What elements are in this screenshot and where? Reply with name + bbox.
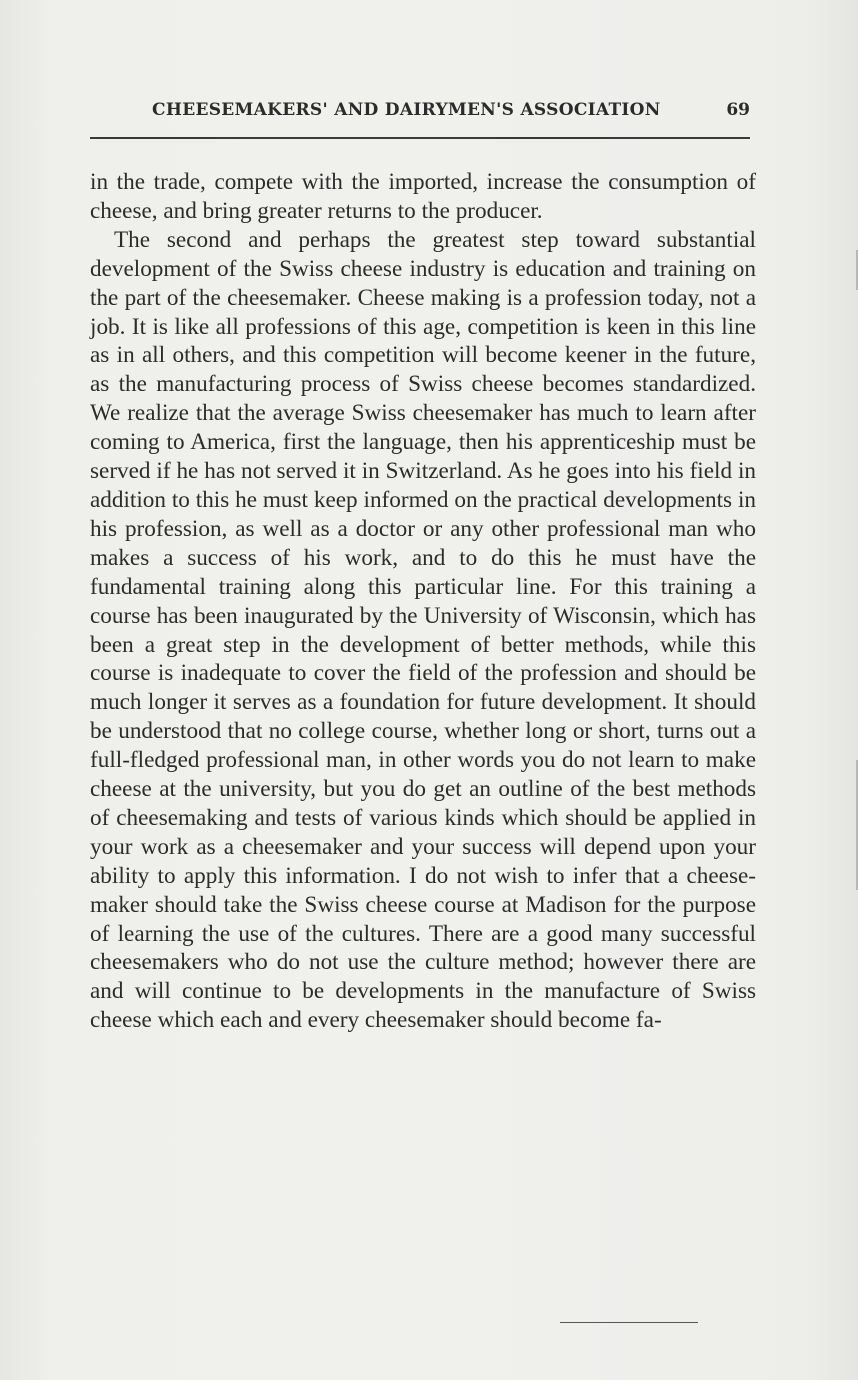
paragraph-education: The second and perhaps the greatest step toward substantial development of the Swiss cheese industry is education and training on the part of the cheesemaker. Cheese making is a profession today, not a job. It is like all professions of this age, competition is keen in this line as in all others, and this competition will become keener in the future, as the manufacturing process of Swiss cheese becomes standardized. We realize that the average Swiss cheesemaker has much to learn after coming to America, first the language, then his apprenticeship must be served if he has not served it in Switzerland. As he goes into his field in addition to this he must keep informed on the practical developments in his profession, as well as a doctor or any other professional man who makes a success of his work, and to do this he must have the fundamental training along this particular line. For this training a course has been inaugurated by the University of Wisconsin, which has been a great step in the development of better methods, while this course is inadequate to cover the field of the profession and should be much longer it serves as a foundation for future development. It should be understood that no college course, whether long or short, turns out a full-fledged professional man, in other words you do not learn to make cheese at the university, but you do get an outline of the best methods of cheesemaking and tests of various kinds which should be applied in your work as a cheesemaker and your success will depend upon your ability to apply this information. I do not wish to infer that a cheesemaker should take the Swiss cheese course at Madison for the purpose of learning the use of the cultures. There are a good many successful cheesemakers who do not use the culture method; however there are and will continue to be developments in the manufacture of Swiss cheese which each and every cheesemaker should become fa- [90,226,756,1034]
header-rule [90,137,750,139]
page-number: 69 [726,100,750,120]
paragraph-continuation: in the trade, compete with the imported, increase the consumption of cheese, and bring greater returns to the producer. [90,169,756,224]
running-header-title: CHEESEMAKERS' AND DAIRYMEN'S ASSOCIATION [152,100,661,120]
running-header [90,100,750,132]
footer-rule [560,1322,698,1323]
body-text [90,168,756,1035]
